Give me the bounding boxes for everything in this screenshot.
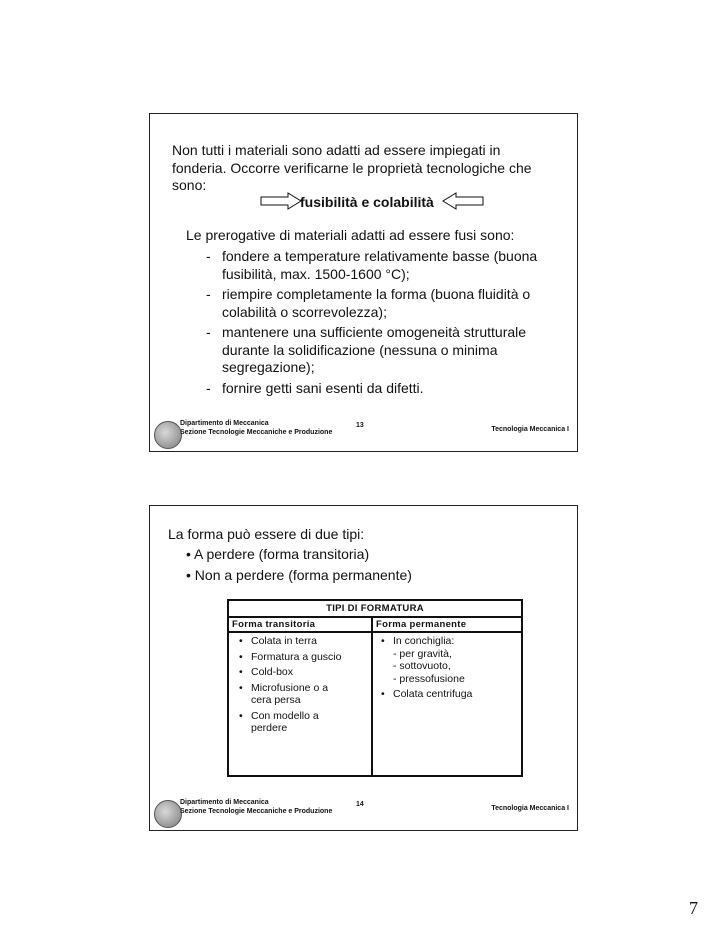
list-item: • Colata centrifuga (381, 688, 473, 700)
list-item: • Formatura a guscio (239, 650, 342, 663)
list-item: • Microfusione o a cera persa (239, 681, 329, 706)
table-title: TIPI DI FORMATURA (229, 601, 521, 618)
permanent-list (379, 635, 519, 704)
lead-text: Le prerogative di materiali adatti ad essere fusi sono: (186, 227, 515, 243)
list-item: • Con modello a perdere (239, 709, 319, 734)
slide-footer (150, 417, 577, 451)
intro-line-1: Non tutti i materiali sono adatti ad essere impiegati in (172, 142, 501, 158)
type-item: • A perdere (forma transitoria) (186, 546, 370, 562)
list-item: - fornire getti sani esenti da difetti. (206, 379, 424, 396)
university-logo (154, 800, 182, 828)
list-item: - riempire completamente la forma (buona fluidità o colabilità o scorrevolezza); (206, 286, 531, 320)
slide-number: 14 (356, 801, 364, 808)
intro-line-3: sono: (172, 177, 207, 193)
highlight-text: fusibilità e colabilità (300, 194, 434, 210)
type-item: • Non a perdere (forma permanente) (186, 567, 412, 583)
left-arrow-icon (442, 192, 484, 210)
page-number: 7 (689, 898, 698, 918)
university-logo (154, 421, 182, 449)
course-label: Tecnologia Meccanica I (491, 426, 569, 433)
intro-line-2: fonderia. Occorre verificarne le proprietà tecnologiche che (172, 160, 532, 176)
list-item: - fondere a temperature relativamente basse (buona fusibilità, max. 1500-1600 °C); (206, 248, 538, 282)
casting-types-table (227, 599, 523, 777)
list-item: • Colata in terra (239, 635, 317, 647)
list-item: • In conchiglia: (381, 635, 455, 647)
right-arrow-icon (260, 192, 302, 210)
column-header-permanent: Forma permanente (373, 618, 521, 633)
slide-number: 13 (356, 422, 364, 429)
list-item: • Cold-box (239, 666, 294, 678)
intro-text: La forma può essere di due tipi: (168, 526, 365, 542)
list-item: - mantenere una sufficiente omogeneità strutturale durante la solidificazione (nessuna o minima segregazione); (206, 324, 527, 375)
sub-list: - per gravità, - sottovuoto, - pressofusione (393, 647, 465, 685)
slide-13 (149, 113, 578, 452)
column-header-temporary: Forma transitoria (229, 618, 371, 633)
department-label: Dipartimento di Meccanica Sezione Tecnologie Meccaniche e Produzione (180, 799, 333, 815)
requirements-list (206, 248, 566, 400)
column-divider (371, 618, 373, 775)
course-label: Tecnologia Meccanica I (491, 805, 569, 812)
slide-footer (150, 796, 577, 830)
temporary-list (237, 635, 367, 738)
slide-14 (149, 505, 578, 831)
department-label: Dipartimento di Meccanica Sezione Tecnologie Meccaniche e Produzione (180, 420, 333, 436)
